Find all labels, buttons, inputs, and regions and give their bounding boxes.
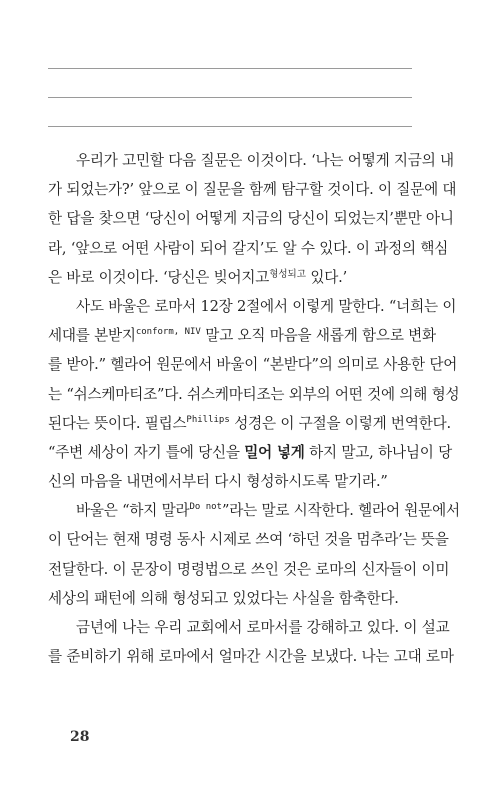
text-run: 성경은 이 구절을 이렇게 번역한다.	[229, 414, 451, 432]
text-run: 말고 오직 마음을 새롭게 함으로 변화	[200, 327, 436, 345]
text-line	[48, 496, 460, 525]
text-line: 우리가 고민할 다음 질문은 이것이다. ‘나는 어떻게 지금의 내	[76, 152, 454, 169]
text-line: 신의 마음을 내면에서부터 다시 형성하시도록 맡기라.”	[48, 473, 388, 491]
text-line	[48, 438, 452, 467]
paragraph-3	[48, 496, 460, 613]
text-line: 사도 바울은 로마서 12장 2절에서 이렇게 말한다. “너희는 이	[76, 297, 457, 315]
superscript-note: Phillips	[186, 414, 230, 425]
paragraph-1	[48, 146, 457, 292]
text-run: 은 바로 이것이다. ‘당신은 빚어지고	[48, 268, 270, 286]
page-number: 28	[70, 729, 90, 745]
text-line: 세상의 패턴에 의해 형성되고 있었다는 사실을 함축한다.	[48, 589, 399, 607]
text-line	[48, 409, 451, 438]
text-line: 를 받아.” 헬라어 원문에서 바울이 “본받다”의 의미로 사용한 단어	[48, 356, 458, 374]
text-line	[48, 263, 412, 292]
text-line: 이 단어는 현재 명령 동사 시제로 쓰여 ‘하던 것을 멈추라’는 뜻을	[48, 531, 449, 549]
text-line	[48, 321, 436, 350]
emphasis-text: 밀어 넣게	[244, 443, 305, 461]
text-run: 세대를 본받지	[48, 327, 136, 345]
note-line-2	[48, 97, 412, 98]
text-line: 는 “쉬스케마티조”다. 쉬스케마티조는 외부의 어떤 것에 의해 형성	[48, 385, 460, 403]
note-line-3	[48, 126, 412, 127]
paragraph-4	[48, 613, 454, 671]
superscript-note: conform, NIV	[135, 327, 201, 338]
text-run: 바울은 “하지 말라	[76, 502, 190, 520]
body-text	[48, 146, 460, 671]
paragraph-2	[48, 292, 460, 496]
text-run: “주변 세상이 자기 틀에 당신을	[48, 443, 245, 461]
superscript-note: Do not	[189, 502, 222, 513]
text-line: 한 답을 찾으면 ‘당신이 어떻게 지금의 당신이 되었는지’뿐만 아니	[48, 210, 454, 228]
text-line: 를 준비하기 위해 로마에서 얼마간 시간을 보냈다. 나는 고대 로마	[48, 648, 454, 666]
text-line: 전달한다. 이 문장이 명령법으로 쓰인 것은 로마의 신자들이 이미	[48, 560, 450, 578]
text-run: 있다.’	[305, 268, 348, 286]
superscript-note: 형성되고	[269, 268, 306, 280]
text-line: 금년에 나는 우리 교회에서 로마서를 강해하고 있다. 이 설교	[76, 619, 450, 636]
text-run: 된다는 뜻이다. 필립스	[48, 414, 187, 432]
text-line: 가 되었는가?’ 앞으로 이 질문을 함께 탐구할 것이다. 이 질문에 대	[48, 181, 457, 199]
text-run: ”라는 말로 시작한다. 헬라어 원문에서	[221, 502, 460, 520]
note-line-1	[48, 68, 412, 69]
text-run: 하지 말고, 하나님이 당	[304, 443, 452, 461]
text-line: 라, ‘앞으로 어떤 사람이 되어 갈지’도 알 수 있다. 이 과정의 핵심	[48, 239, 449, 257]
